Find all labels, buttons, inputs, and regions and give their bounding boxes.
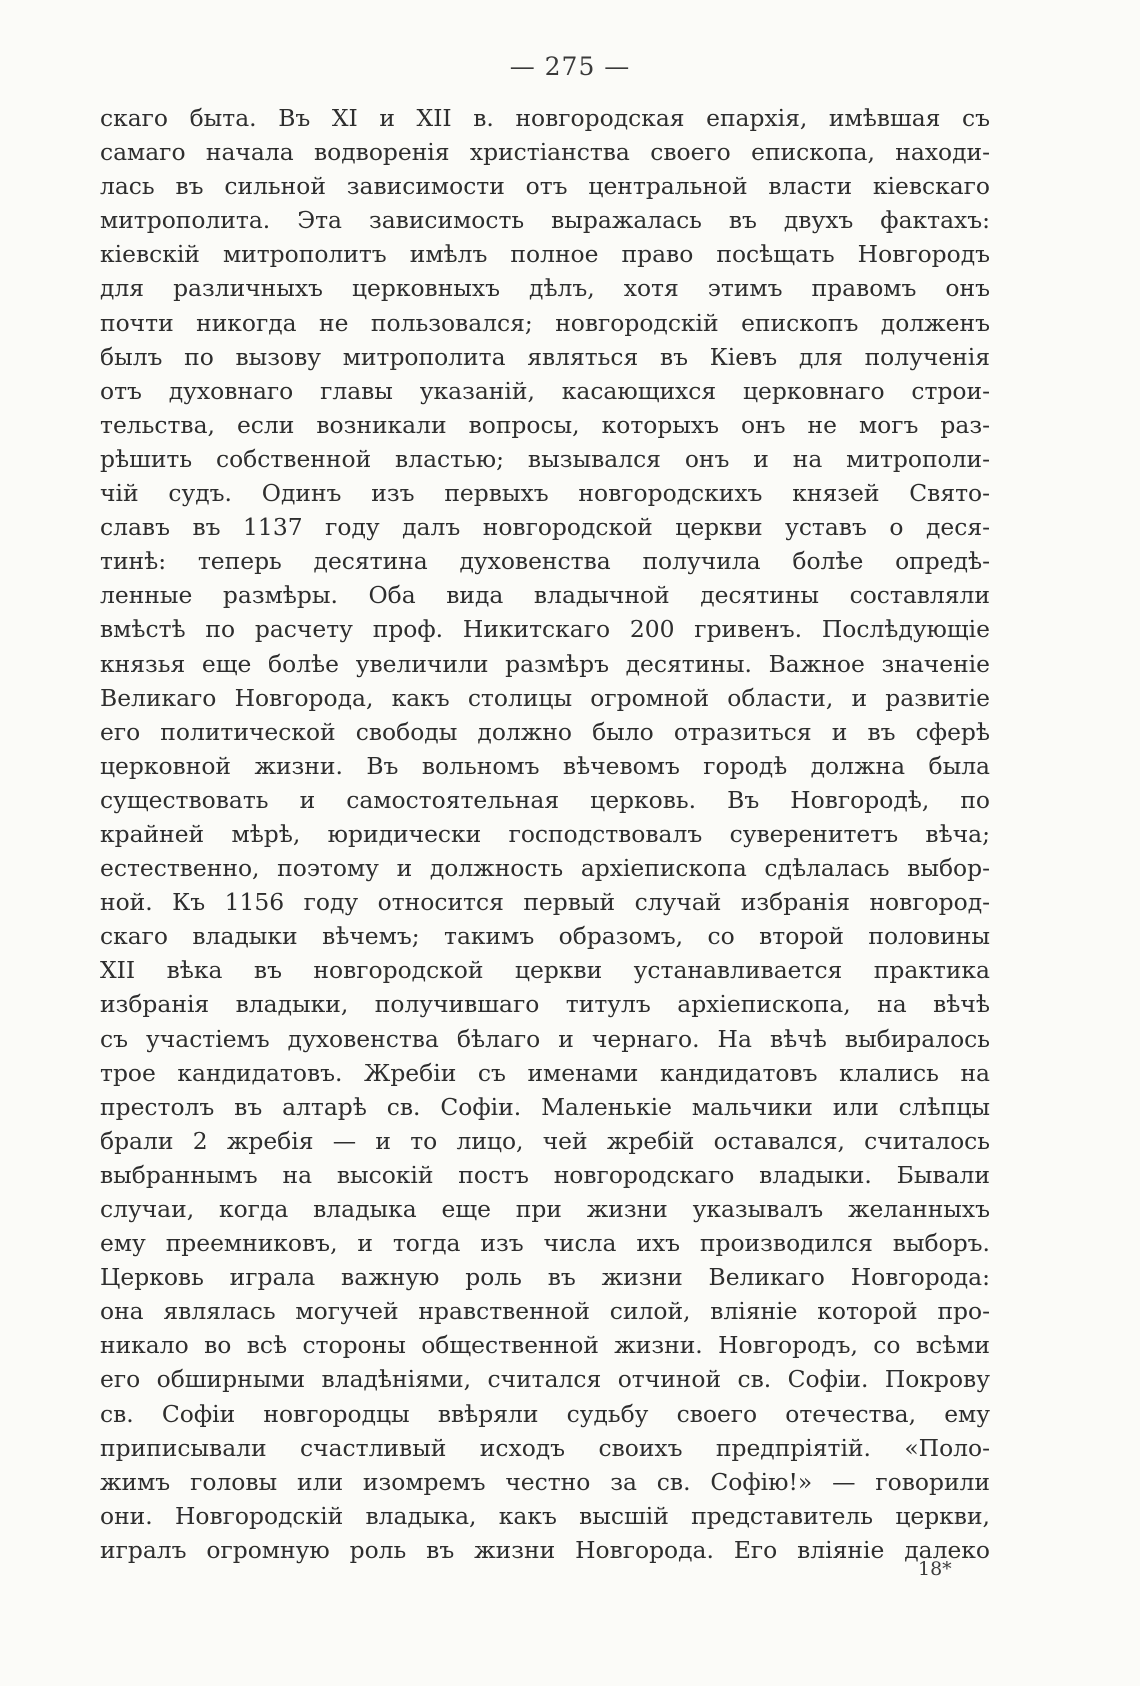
- text-line: случаи, когда владыка еще при жизни указывалъ желанныхъ: [100, 1195, 990, 1223]
- text-line: они. Новгородскій владыка, какъ высшій представитель церкви,: [100, 1501, 990, 1530]
- text-line: рѣшить собственной властью; вызывался онъ и на митрополи-: [100, 444, 990, 473]
- text-line: св. Софіи новгородцы ввѣряли судьбу своего отечества, ему: [100, 1399, 990, 1428]
- body-text: [100, 101, 990, 1567]
- text-line: избранія владыки, получившаго титулъ архіепископа, на вѣчѣ: [100, 990, 990, 1019]
- text-line: былъ по вызову митрополита являться въ Кіевъ для полученія: [100, 342, 990, 371]
- text-line: естественно, поэтому и должность архіепископа сдѣлалась выбор-: [100, 854, 990, 883]
- text-line: существовать и самостоятельная церковь. Въ Новгородѣ, по: [100, 785, 990, 814]
- text-line: XII вѣка въ новгородской церкви устанавливается практика: [100, 956, 990, 985]
- text-line: никало во всѣ стороны общественной жизни. Новгородъ, со всѣми: [100, 1331, 990, 1360]
- text-line: Церковь играла важную роль въ жизни Великаго Новгорода:: [100, 1263, 990, 1292]
- text-line: князья еще болѣе увеличили размѣръ десятины. Важное значеніе: [100, 649, 990, 678]
- text-line: тельства, если возникали вопросы, которыхъ онъ не могъ раз-: [100, 410, 990, 439]
- text-line: вмѣстѣ по расчету проф. Никитскаго 200 гривенъ. Послѣдующіе: [100, 615, 990, 644]
- text-line: игралъ огромную роль въ жизни Новгорода. Его вліяніе далеко: [100, 1535, 990, 1564]
- page-number: — 275 —: [509, 52, 631, 81]
- printer-signature-mark: 18*: [918, 1558, 952, 1580]
- text-line: почти никогда не пользовался; новгородскій епископъ долженъ: [100, 308, 990, 337]
- text-line: самаго начала водворенія христіанства своего епископа, находи-: [100, 138, 990, 167]
- text-line: его обширными владѣніями, считался отчиной св. Софіи. Покрову: [100, 1365, 990, 1394]
- text-line: ной. Къ 1156 году относится первый случай избранія новгород-: [100, 888, 990, 917]
- text-line: лась въ сильной зависимости отъ центральной власти кіевскаго: [100, 172, 990, 201]
- text-line: славъ въ 1137 году далъ новгородской церкви уставъ о деся-: [100, 513, 990, 542]
- text-line: для различныхъ церковныхъ дѣлъ, хотя этимъ правомъ онъ: [100, 274, 990, 303]
- text-line: Великаго Новгорода, какъ столицы огромной области, и развитіе: [100, 683, 990, 712]
- text-line: крайней мѣрѣ, юридически господствовалъ суверенитетъ вѣча;: [100, 819, 990, 848]
- text-line: отъ духовнаго главы указаній, касающихся церковнаго строи-: [100, 376, 990, 405]
- text-line: трое кандидатовъ. Жребіи съ именами кандидатовъ клались на: [100, 1058, 990, 1087]
- text-line: ему преемниковъ, и тогда изъ числа ихъ производился выборъ.: [100, 1229, 990, 1258]
- text-line: выбраннымъ на высокій постъ новгородскаго владыки. Бывали: [100, 1160, 990, 1189]
- text-line: она являлась могучей нравственной силой, вліяніе которой про-: [100, 1297, 990, 1326]
- text-line: кіевскій митрополитъ имѣлъ полное право посѣщать Новгородъ: [100, 240, 990, 269]
- text-line: митрополита. Эта зависимость выражалась въ двухъ фактахъ:: [100, 206, 990, 235]
- text-line: церковной жизни. Въ вольномъ вѣчевомъ городѣ должна была: [100, 751, 990, 780]
- text-line: ленные размѣры. Оба вида владычной десятины составляли: [100, 581, 990, 610]
- text-line: скаго владыки вѣчемъ; такимъ образомъ, со второй половины: [100, 922, 990, 951]
- text-line: съ участіемъ духовенства бѣлаго и чернаго. На вѣчѣ выбиралось: [100, 1024, 990, 1053]
- text-line: скаго быта. Въ XI и XII в. новгородская епархія, имѣвшая съ: [100, 104, 990, 132]
- text-line: приписывали счастливый исходъ своихъ предпріятій. «Поло-: [100, 1433, 990, 1462]
- text-line: его политической свободы должно было отразиться и въ сферѣ: [100, 717, 990, 746]
- text-line: чій судъ. Одинъ изъ первыхъ новгородскихъ князей Свято-: [100, 479, 990, 508]
- text-line: брали 2 жребія — и то лицо, чей жребій оставался, считалось: [100, 1126, 990, 1155]
- text-line: престолъ въ алтарѣ св. Софіи. Маленькіе мальчики или слѣпцы: [100, 1092, 990, 1121]
- text-line: тинѣ: теперь десятина духовенства получила болѣе опредѣ-: [100, 547, 990, 576]
- text-line: жимъ головы или изомремъ честно за св. Софію!» — говорили: [100, 1467, 990, 1496]
